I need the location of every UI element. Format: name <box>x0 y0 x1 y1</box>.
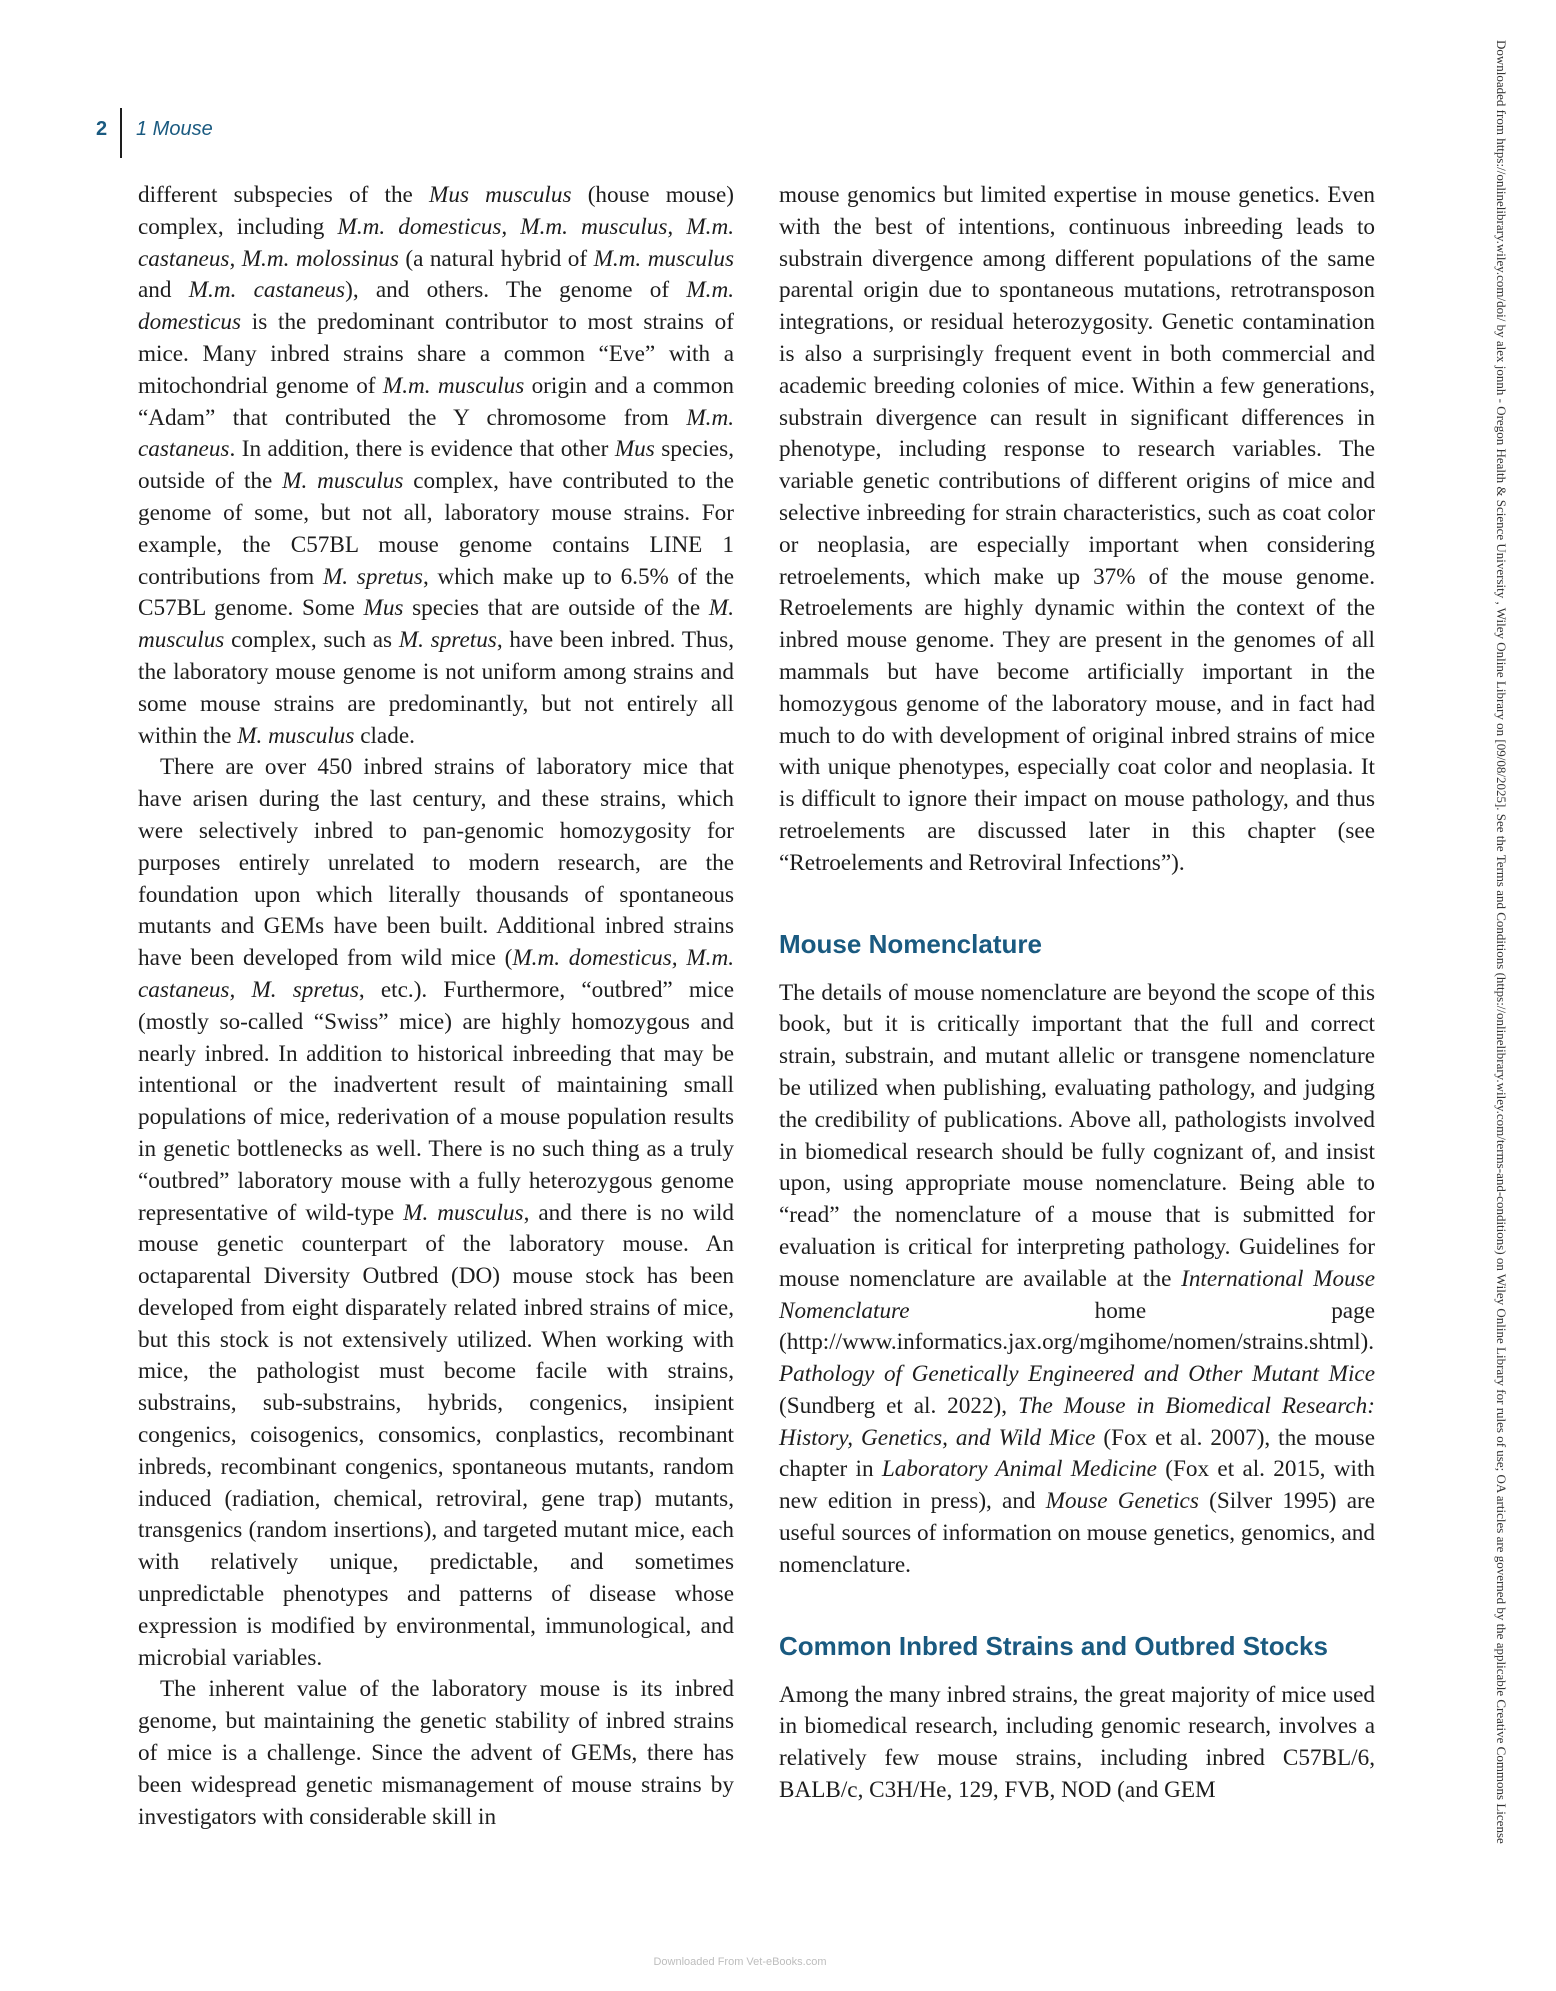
paragraph-inbred-strains: Among the many inbred strains, the great majority of mice used in biomedical research, including genomic research, involves a relatively few mouse strains, including inbred C57BL/6, BALB/c, C3H/He, 129, FVB, NOD (and GEM <box>779 1681 1375 1804</box>
right-column <box>779 180 1375 1807</box>
paragraph-3: The inherent value of the laboratory mouse is its inbred genome, but maintaining the genetic stability of inbred strains of mice is a challenge. Since the advent of GEMs, there has been widespread genetic mismanagement of mouse strains by investigators with considerable skill in <box>138 1676 734 1830</box>
left-column <box>138 180 734 1833</box>
paragraph-1: different subspecies of the Mus musculus (house mouse) complex, including M.m. domesticus, M.m. musculus, M.m. castaneus, M.m. molossinus (a natural hybrid of M.m. musculus and M.m. castaneus), and others. The genome of M.m. domesticus is the predominant contributor to most strains of mice. Many inbred strains share a common “Eve” with a mitochondrial genome of M.m. musculus origin and a common “Adam” that contributed the Y chromosome from M.m. castaneus. In addition, there is evidence that other Mus species, outside of the M. musculus complex, have contributed to the genome of some, but not all, laboratory mouse strains. For example, the C57BL mouse genome contains LINE 1 contributions from M. spretus, which make up to 6.5% of the C57BL genome. Some Mus species that are outside of the M. musculus complex, such as M. spretus, have been inbred. Thus, the laboratory mouse genome is not uniform among strains and some mouse strains are predominantly, but not entirely all within the M. musculus clade. <box>138 182 735 749</box>
page-number: 2 <box>96 118 108 140</box>
section-heading-inbred-strains: Common Inbred Strains and Outbred Stocks <box>779 1630 1328 1661</box>
download-notice: Downloaded from https://onlinelibrary.wiley.com/doi/ by alex jonnh - Oregon Health & Science University , Wiley Online Library on [09/08/2025]. See the Terms and Conditions (https://onlinelibrary.wiley.com/terms-and-conditions) on Wiley Online Library for rules of use; OA articles are governed by the applicable Creative Commons License <box>1494 40 1509 1844</box>
footer-watermark: Downloaded From Vet-eBooks.com <box>653 1956 827 1968</box>
header-divider <box>120 108 122 158</box>
paragraph-2: There are over 450 inbred strains of laboratory mice that have arisen during the last century, and these strains, which were selectively inbred to pan-genomic homozygosity for purposes entirely unrelated to modern research, are the foundation upon which literally thousands of spontaneous mutants and GEMs have been built. Additional inbred strains have been developed from wild mice (M.m. domesticus, M.m. castaneus, M. spretus, etc.). Furthermore, “outbred” mice (mostly so-called “Swiss” mice) are highly homozygous and nearly inbred. In addition to historical inbreeding that may be intentional or the inadvertent result of maintaining small populations of mice, rederivation of a mouse population results in genetic bottlenecks as well. There is no such thing as a truly “outbred” laboratory mouse with a fully heterozygous genome representative of wild-type M. musculus, and there is no wild mouse genetic counterpart of the laboratory mouse. An octaparental Diversity Outbred (DO) mouse stock has been developed from eight disparately related inbred strains of mice, but this stock is not extensively utilized. When working with mice, the pathologist must become facile with strains, substrains, sub-substrains, hybrids, congenics, insipient congenics, coisogenics, consomics, conplastics, recombinant inbreds, recombinant congenics, spontaneous mutants, random induced (radiation, chemical, retroviral, gene trap) mutants, transgenics (random insertions), and targeted mutant mice, each with relatively unique, predictable, and sometimes unpredictable phenotypes and patterns of disease whose expression is modified by environmental, immunological, and microbial variables. <box>138 754 734 1671</box>
section-heading-nomenclature: Mouse Nomenclature <box>779 928 1042 959</box>
paragraph-nomenclature: The details of mouse nomenclature are beyond the scope of this book, but it is critically important that the full and correct strain, substrain, and mutant allelic or transgene nomenclature be utilized when publishing, evaluating pathology, and judging the credibility of publications. Above all, pathologists involved in biomedical research should be fully cognizant of, and insist upon, using appropriate mouse nomenclature. Being able to “read” the nomenclature of a mouse that is submitted for evaluation is critical for interpreting pathology. Guidelines for mouse nomenclature are available at the International Mouse Nomenclature home page (http://www.informatics.jax.org/mgihome/nomen/strains.shtml). Pathology of Genetically Engineered and Other Mutant Mice (Sundberg et al. 2022), The Mouse in Biomedical Research: History, Genetics, and Wild Mice (Fox et al. 2007), the mouse chapter in Laboratory Animal Medicine (Fox et al. 2015, with new edition in press), and Mouse Genetics (Silver 1995) are useful sources of information on mouse genetics, genomics, and nomenclature. <box>779 979 1376 1578</box>
chapter-title: 1 Mouse <box>136 118 213 140</box>
paragraph-4: mouse genomics but limited expertise in mouse genetics. Even with the best of intentions, continuous inbreeding leads to substrain divergence among different populations of the same parental origin due to spontaneous mutations, retrotransposon integrations, or residual heterozygosity. Genetic contamination is also a surprisingly frequent event in both commercial and academic breeding colonies of mice. Within a few generations, substrain divergence can result in significant differences in phenotype, including response to research variables. The variable genetic contributions of different origins of mice and selective inbreeding for strain characteristics, such as coat color or neoplasia, are especially important when considering retroelements, which make up 37% of the mouse genome. Retroelements are highly dynamic within the context of the inbred mouse genome. They are present in the genomes of all mammals but have become artificially important in the homozygous genome of the laboratory mouse, and in fact had much to do with development of original inbred strains of mice with unique phenotypes, especially coat color and neoplasia. It is difficult to ignore their impact on mouse pathology, and thus retroelements are discussed later in this chapter (see “Retroelements and Retroviral Infections”). <box>779 182 1375 876</box>
